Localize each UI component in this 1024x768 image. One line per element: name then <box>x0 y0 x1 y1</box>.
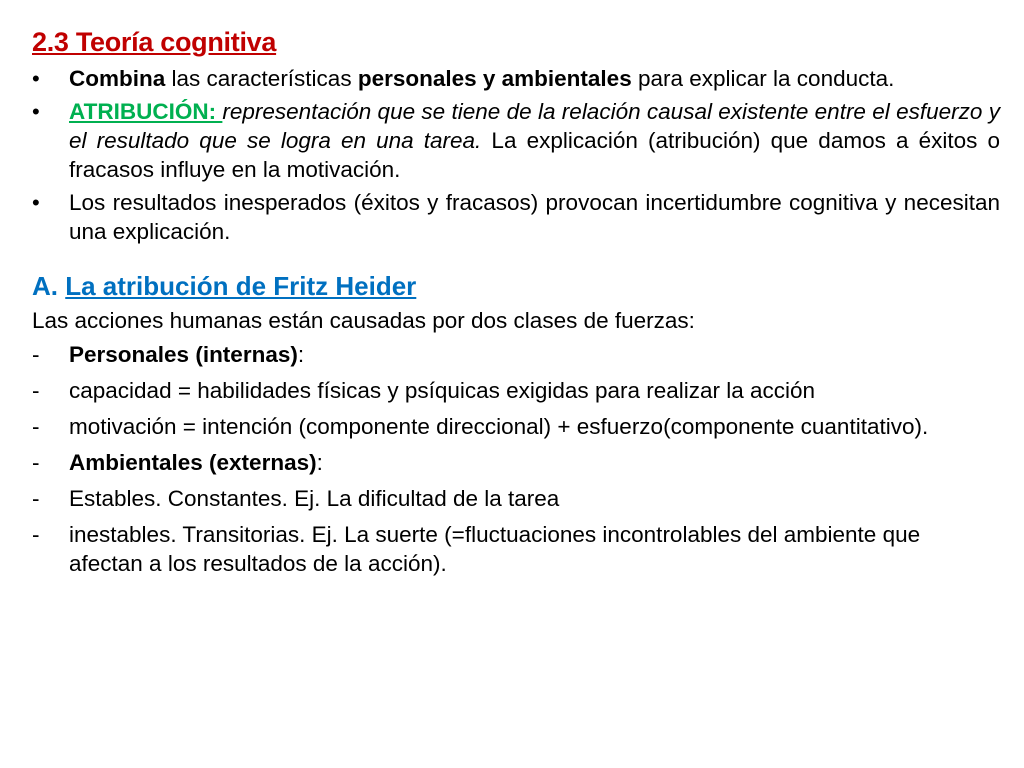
dash-list <box>32 340 1000 578</box>
dash-text: motivación = intención (componente direccional) + esfuerzo(componente cuantitativo). <box>69 414 929 439</box>
attribution-definition: representación que se tiene de la relación causal existente entre el esfuerzo y el resultado que se logra en una tarea. <box>69 99 1000 153</box>
section-heading-link: La atribución de Fritz Heider <box>65 271 417 301</box>
dash-bold-text: Personales (internas) <box>69 342 298 367</box>
dash-marker: - <box>32 486 40 511</box>
bullet-bold-text: personales y ambientales <box>357 66 632 91</box>
bullet-icon: • <box>32 66 40 91</box>
bullet-item <box>32 188 1000 246</box>
dash-bold-text: Ambientales (externas) <box>69 450 317 475</box>
dash-item <box>32 412 1000 441</box>
bullet-text: La explicación (atribución) que damos a éxitos o fracasos influye en la motivación. <box>69 128 1000 182</box>
section-intro: Las acciones humanas están causadas por dos clases de fuerzas: <box>32 308 695 333</box>
section-prefix: A. <box>32 271 66 301</box>
bullet-item <box>32 64 1000 93</box>
bullet-icon: • <box>32 190 40 215</box>
dash-text: capacidad = habilidades físicas y psíquicas exigidas para realizar la acción <box>69 378 816 403</box>
dash-marker: - <box>32 378 40 403</box>
dash-marker: - <box>32 414 40 439</box>
dash-marker: - <box>32 342 40 367</box>
dash-marker: - <box>32 522 40 547</box>
dash-text: Estables. Constantes. Ej. La dificultad de la tarea <box>69 486 560 511</box>
bullet-text: Los resultados inesperados (éxitos y fracasos) provocan incertidumbre cognitiva y necesitan una explicación. <box>69 190 1000 244</box>
bullet-icon: • <box>32 99 40 124</box>
dash-marker: - <box>32 450 40 475</box>
dash-item <box>32 484 1000 513</box>
dash-text: : <box>297 342 305 367</box>
bullet-item <box>32 97 1000 184</box>
dash-text: : <box>316 450 323 475</box>
bullet-bold-text: Combina <box>69 66 166 91</box>
dash-item <box>32 376 1000 405</box>
dash-text: inestables. Transitorias. Ej. La suerte (=fluctuaciones incontrolables del ambiente que afectan a los resultados de la acción). <box>69 522 921 576</box>
dash-item <box>32 448 1000 477</box>
bullet-text: para explicar la conducta. <box>631 66 895 91</box>
bullet-list <box>32 64 1000 246</box>
slide-title: 2.3 Teoría cognitiva <box>32 27 277 57</box>
slide-content <box>32 26 1000 585</box>
bullet-text: las características <box>165 66 358 91</box>
dash-item <box>32 340 1000 369</box>
attribution-label: ATRIBUCIÓN: <box>69 99 223 124</box>
dash-item <box>32 520 1000 578</box>
section-heading <box>32 270 1000 302</box>
